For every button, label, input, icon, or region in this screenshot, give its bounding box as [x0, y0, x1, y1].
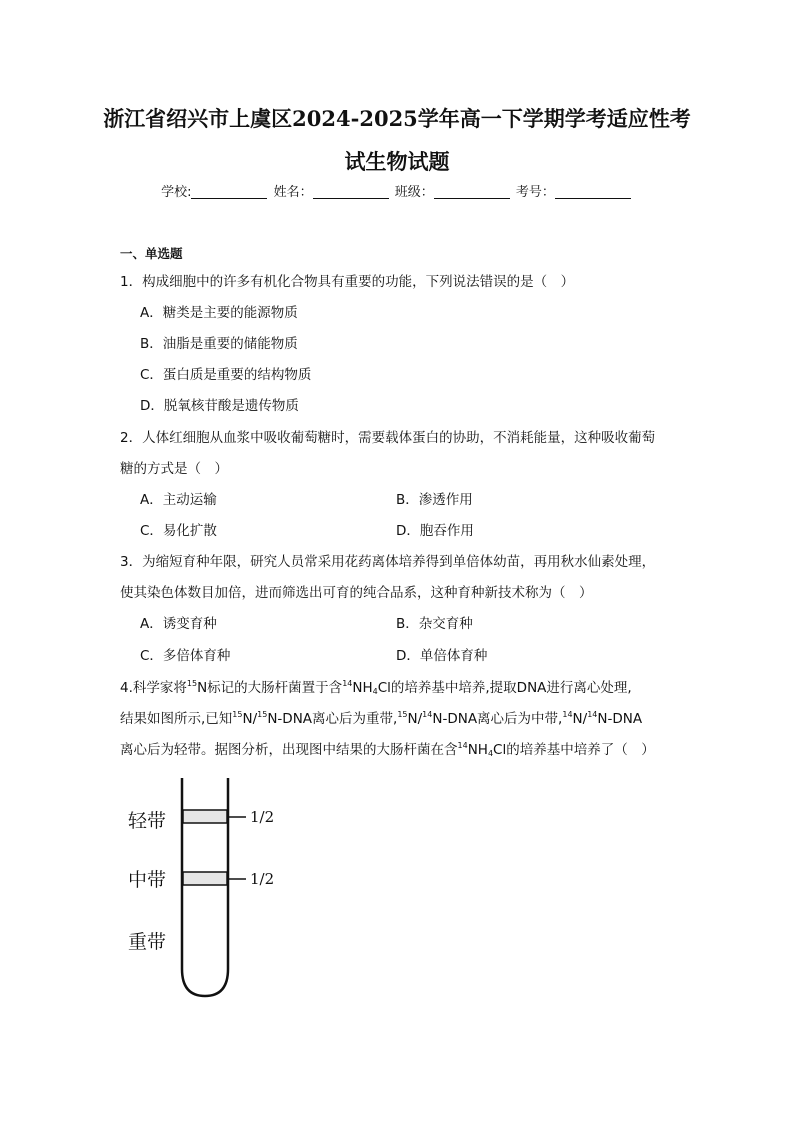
question-1-option-c: C．蛋白质是重要的结构物质	[140, 367, 312, 383]
question-1-option-b: B．油脂是重要的储能物质	[140, 336, 298, 352]
question-4-stem-line1: 4.科学家将$^{15}$N标记的大肠杆菌置于含$^{14}NH_4Cl$的培养基中培养,提取DNA进行离心处理,	[120, 679, 632, 696]
question-2-option-d: D．胞吞作用	[396, 523, 474, 539]
class-label: 班级：	[394, 185, 434, 200]
name-blank	[313, 184, 389, 199]
question-4-stem-line2: 结果如图所示,已知$^{15}$N/$^{15}$N-DNA离心后为重带,$^{15}$N/$^{14}$N-DNA离心后为中带,$^{14}$N/$^{14}$N-DNA	[120, 710, 643, 727]
light-band-fraction: 1/2	[250, 808, 275, 826]
exam-number-label: 考号：	[515, 185, 555, 200]
school-blank	[191, 184, 267, 199]
middle-band	[183, 872, 227, 885]
question-2-option-a: A．主动运输	[140, 492, 217, 508]
question-1-option-a: A．糖类是主要的能源物质	[140, 305, 298, 321]
question-3-option-b: B．杂交育种	[396, 616, 473, 632]
question-4-stem-line3: 离心后为轻带。据图分析，出现图中结果的大肠杆菌在含$^{14}NH_4Cl$的培养基中培养了（ ）	[120, 741, 655, 758]
question-3-option-a: A．诱变育种	[140, 616, 217, 632]
question-2-option-b: B．渗透作用	[396, 492, 473, 508]
question-1-option-d: D．脱氧核苷酸是遗传物质	[140, 398, 299, 414]
name-label: 姓名：	[273, 185, 313, 200]
page-title: 浙江省绍兴市上虞区2024-2025学年高一下学期学考适应性考	[103, 106, 691, 131]
light-band-label: 轻带	[128, 810, 167, 832]
question-2-stem-line1: 2．人体红细胞从血浆中吸收葡萄糖时，需要载体蛋白的协助，不消耗能量，这种吸收葡萄	[120, 430, 656, 446]
school-label: 学校:	[161, 185, 192, 200]
class-blank	[434, 184, 510, 199]
middle-band-label: 中带	[128, 869, 167, 891]
page-title-continued: 试生物试题	[344, 149, 450, 174]
question-3-stem-line1: 3．为缩短育种年限，研究人员常采用花药离体培养得到单倍体幼苗，再用秋水仙素处理，	[120, 554, 656, 570]
exam-number-blank	[555, 184, 631, 199]
heavy-band-label: 重带	[128, 931, 167, 953]
light-band	[183, 810, 227, 823]
question-1-stem: 1．构成细胞中的许多有机化合物具有重要的功能，下列说法错误的是（ ）	[120, 274, 575, 290]
question-3-option-d: D．单倍体育种	[396, 648, 488, 664]
question-2-stem-line2: 糖的方式是（ ）	[120, 461, 228, 477]
question-3-option-c: C．多倍体育种	[140, 648, 231, 664]
centrifuge-tube-figure	[122, 774, 292, 1004]
middle-band-fraction: 1/2	[250, 870, 275, 888]
question-3-stem-line2: 使其染色体数目加倍，进而筛选出可育的纯合品系，这种育种新技术称为（ ）	[120, 585, 593, 601]
student-info-row	[0, 181, 794, 200]
section-heading: 一、单选题	[120, 246, 183, 261]
question-2-option-c: C．易化扩散	[140, 523, 217, 539]
